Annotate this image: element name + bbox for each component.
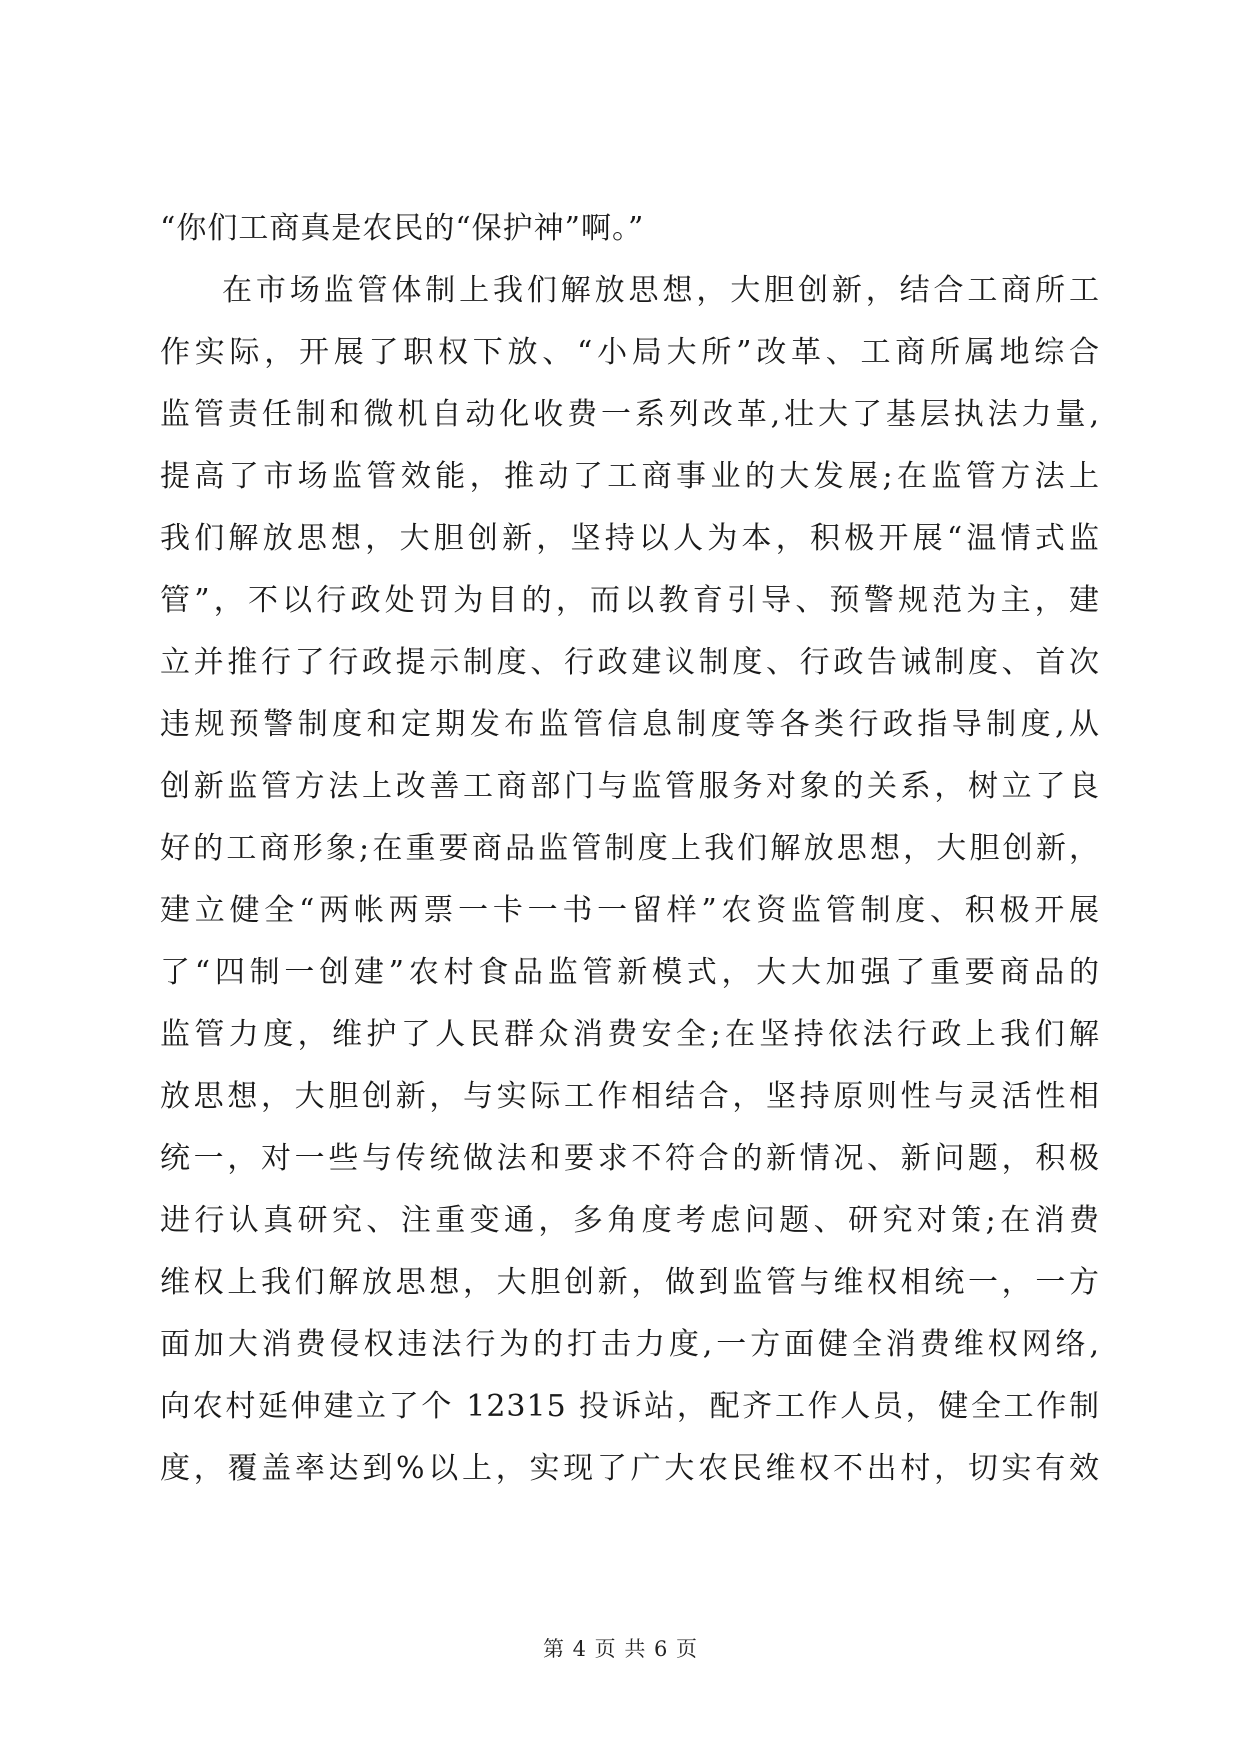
text-line: 监管责任制和微机自动化收费一系列改革,壮大了基层执法力量, — [160, 397, 1100, 432]
text-line: 了“四制一创建”农村食品监管新模式，大大加强了重要商品的 — [160, 955, 1100, 990]
text-line: 监管力度，维护了人民群众消费安全;在坚持依法行政上我们解 — [160, 1017, 1100, 1052]
page-footer: 第 4 页 共 6 页 — [542, 1637, 699, 1661]
text-line: 放思想，大胆创新，与实际工作相结合，坚持原则性与灵活性相 — [160, 1079, 1100, 1114]
text-line: 违规预警制度和定期发布监管信息制度等各类行政指导制度,从 — [160, 707, 1100, 742]
text-line: 管”，不以行政处罚为目的，而以教育引导、预警规范为主，建 — [160, 583, 1100, 618]
text-line: 创新监管方法上改善工商部门与监管服务对象的关系，树立了良 — [160, 769, 1100, 804]
text-line: “你们工商真是农民的“保护神”啊。” — [160, 211, 645, 246]
text-line: 好的工商形象;在重要商品监管制度上我们解放思想，大胆创新， — [160, 831, 1100, 866]
text-line: 进行认真研究、注重变通，多角度考虑问题、研究对策;在消费 — [160, 1203, 1100, 1238]
text-line: 提高了市场监管效能，推动了工商事业的大发展;在监管方法上 — [160, 459, 1100, 494]
text-line: 在市场监管体制上我们解放思想，大胆创新，结合工商所工 — [222, 273, 1100, 308]
text-line: 作实际，开展了职权下放、“小局大所”改革、工商所属地综合 — [160, 335, 1100, 370]
text-line: 立并推行了行政提示制度、行政建议制度、行政告诫制度、首次 — [160, 645, 1100, 680]
text-line: 统一，对一些与传统做法和要求不符合的新情况、新问题，积极 — [160, 1141, 1100, 1176]
text-line: 我们解放思想，大胆创新，坚持以人为本，积极开展“温情式监 — [160, 521, 1100, 556]
text-line: 建立健全“两帐两票一卡一书一留样”农资监管制度、积极开展 — [160, 893, 1100, 928]
text-line: 维权上我们解放思想，大胆创新，做到监管与维权相统一，一方 — [160, 1265, 1100, 1300]
text-line: 面加大消费侵权违法行为的打击力度,一方面健全消费维权网络, — [160, 1327, 1100, 1362]
text-line: 向农村延伸建立了个 12315 投诉站，配齐工作人员，健全工作制 — [160, 1389, 1100, 1424]
text-line: 度，覆盖率达到%以上，实现了广大农民维权不出村，切实有效 — [160, 1451, 1100, 1486]
body-text — [160, 198, 1100, 1500]
